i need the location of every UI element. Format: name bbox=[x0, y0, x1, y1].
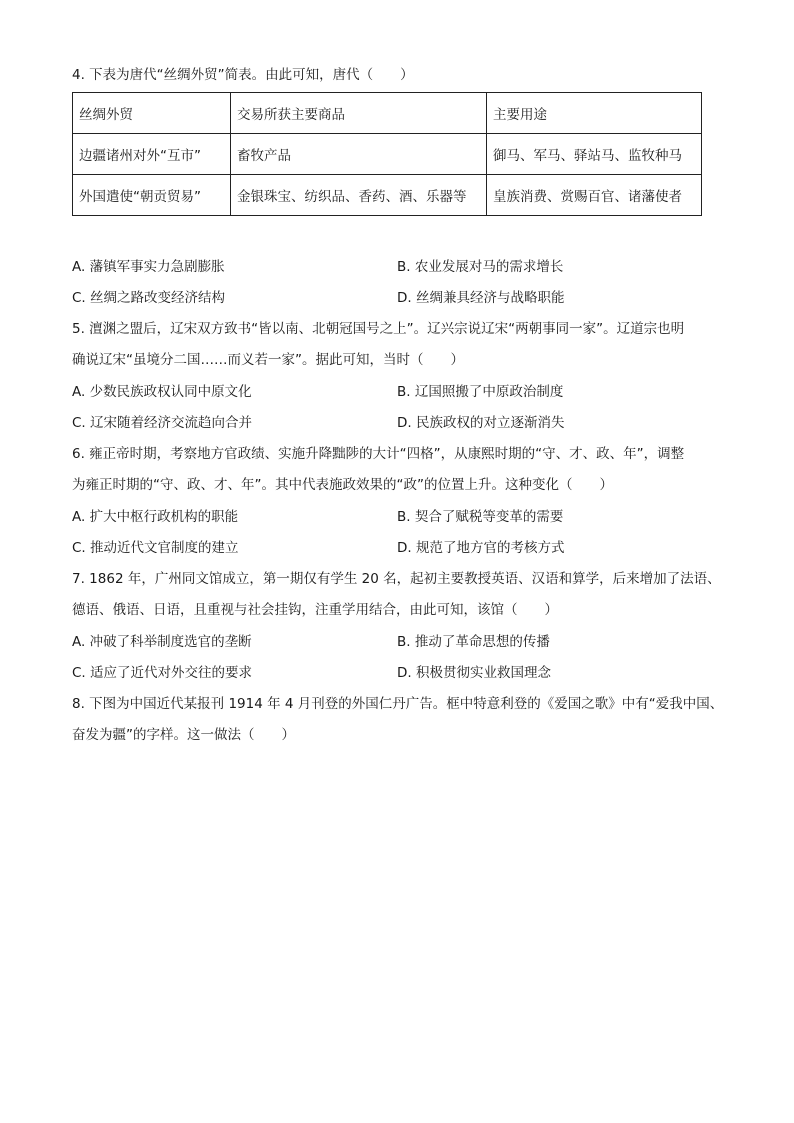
table-row bbox=[73, 175, 702, 216]
q8-stem-line2: 奋发为疆”的字样。这一做法（ ） bbox=[72, 727, 295, 743]
q5-option-c: C. 辽宋随着经济交流趋向合并 bbox=[72, 415, 253, 431]
q4-table bbox=[72, 92, 702, 216]
q4-option-d: D. 丝绸兼具经济与战略职能 bbox=[397, 290, 565, 306]
table-cell: 皇族消费、赏赐百官、诸藩使者 bbox=[487, 175, 702, 216]
q8-stem-line1: 8. 下图为中国近代某报刊 1914 年 4 月刊登的外国仁丹广告。框中特意利登的《爱国之歌》中有“爱我中国、 bbox=[72, 696, 724, 712]
q4-option-a: A. 藩镇军事实力急剧膨胀 bbox=[72, 259, 225, 275]
table-header-row bbox=[73, 93, 702, 134]
table-header-cell: 主要用途 bbox=[487, 93, 702, 134]
q4-stem: 4. 下表为唐代“丝绸外贸”简表。由此可知，唐代（ ） bbox=[72, 67, 414, 83]
q6-option-c: C. 推动近代文官制度的建立 bbox=[72, 540, 239, 556]
table-cell: 畜牧产品 bbox=[231, 134, 487, 175]
q6-stem-line2: 为雍正时期的“守、政、才、年”。其中代表施政效果的“政”的位置上升。这种变化（ ） bbox=[72, 477, 613, 493]
q5-option-a: A. 少数民族政权认同中原文化 bbox=[72, 384, 252, 400]
q7-stem-line2: 德语、俄语、日语，且重视与社会挂钩，注重学用结合，由此可知，该馆（ ） bbox=[72, 602, 558, 618]
q6-option-d: D. 规范了地方官的考核方式 bbox=[397, 540, 565, 556]
q5-option-d: D. 民族政权的对立逐渐消失 bbox=[397, 415, 565, 431]
table-cell: 边疆诸州对外“互市” bbox=[73, 134, 231, 175]
q7-option-c: C. 适应了近代对外交往的要求 bbox=[72, 665, 253, 681]
q5-option-b: B. 辽国照搬了中原政治制度 bbox=[397, 384, 564, 400]
q4-option-b: B. 农业发展对马的需求增长 bbox=[397, 259, 564, 275]
q7-option-a: A. 冲破了科举制度选官的垄断 bbox=[72, 634, 252, 650]
table-header-cell: 丝绸外贸 bbox=[73, 93, 231, 134]
q7-option-d: D. 积极贯彻实业救国理念 bbox=[397, 665, 551, 681]
q5-stem-line2: 确说辽宋“虽境分二国……而义若一家”。据此可知，当时（ ） bbox=[72, 352, 464, 368]
table-row bbox=[73, 134, 702, 175]
table-cell: 御马、军马、驿站马、监牧种马 bbox=[487, 134, 702, 175]
q5-stem-line1: 5. 澶渊之盟后，辽宋双方致书“皆以南、北朝冠国号之上”。辽兴宗说辽宋“两朝事同一家”。辽道宗也明 bbox=[72, 321, 685, 337]
q6-stem-line1: 6. 雍正帝时期，考察地方官政绩、实施升降黜陟的大计“四格”，从康熙时期的“守、才、政、年”，调整 bbox=[72, 446, 685, 462]
q7-stem-line1: 7. 1862 年，广州同文馆成立，第一期仅有学生 20 名，起初主要教授英语、汉语和算学，后来增加了法语、 bbox=[72, 571, 721, 587]
q7-option-b: B. 推动了革命思想的传播 bbox=[397, 634, 550, 650]
q6-option-b: B. 契合了赋税等变革的需要 bbox=[397, 509, 564, 525]
table-cell: 金银珠宝、纺织品、香药、酒、乐器等 bbox=[231, 175, 487, 216]
table-cell: 外国遣使“朝贡贸易” bbox=[73, 175, 231, 216]
q4-option-c: C. 丝绸之路改变经济结构 bbox=[72, 290, 226, 306]
q6-option-a: A. 扩大中枢行政机构的职能 bbox=[72, 509, 239, 525]
table-header-cell: 交易所获主要商品 bbox=[231, 93, 487, 134]
